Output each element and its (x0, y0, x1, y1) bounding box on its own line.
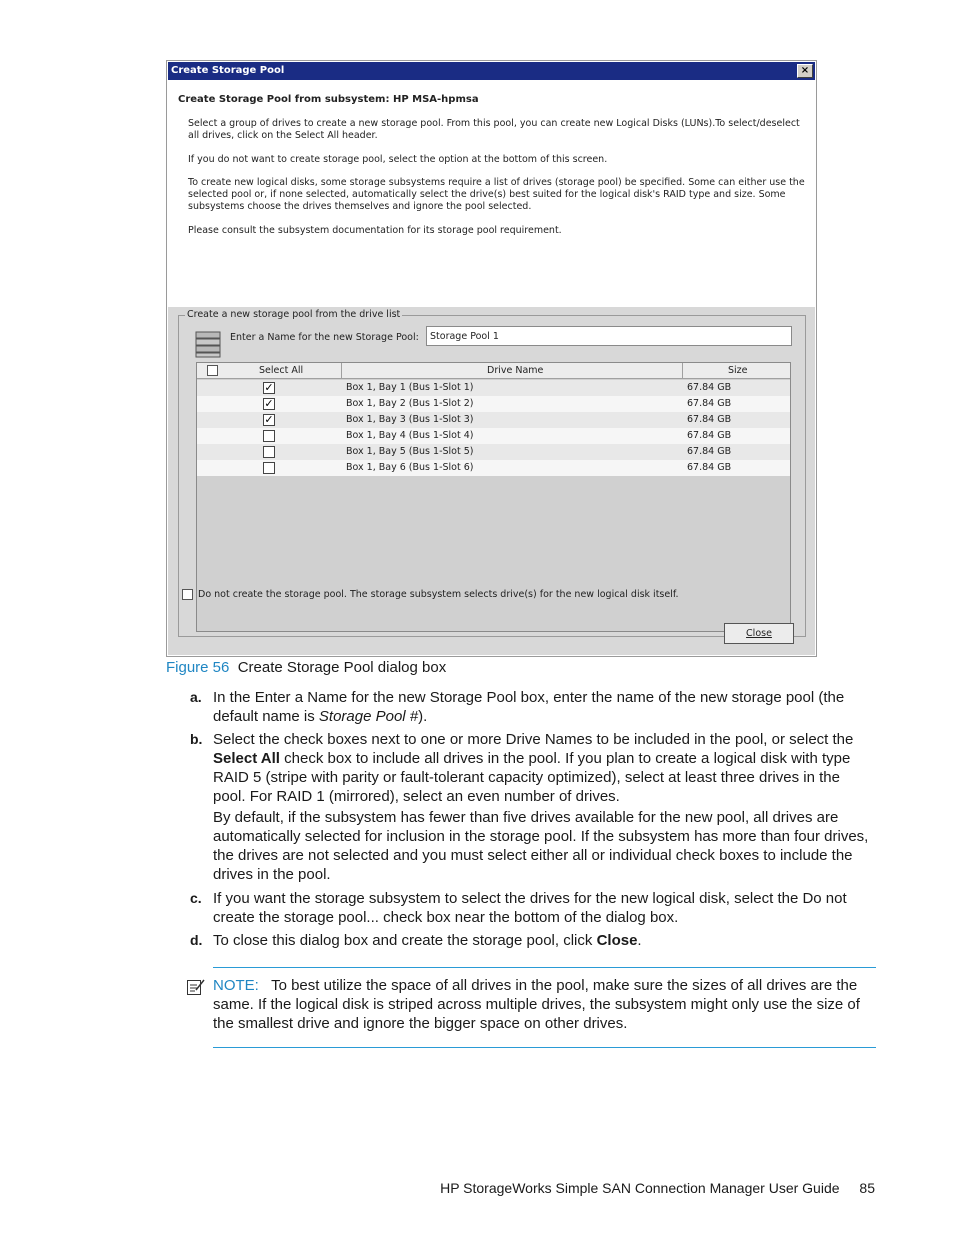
drive-checkbox[interactable] (263, 430, 275, 442)
note-icon (186, 978, 206, 996)
column-divider (341, 363, 342, 379)
select-all-checkbox[interactable] (207, 365, 218, 376)
close-button[interactable]: Close (724, 623, 794, 644)
footer-title: HP StorageWorks Simple SAN Connection Manager User Guide (440, 1180, 840, 1196)
drive-name: Box 1, Bay 5 (Bus 1-Slot 5) (346, 446, 474, 457)
step-marker: c. (190, 890, 202, 906)
step-text: If you want the storage subsystem to select the drives for the new logical disk, select the Do not create the storage pool... check box near the bottom of the dialog box. (213, 890, 847, 926)
dialog-header: Create Storage Pool from subsystem: HP MSA-hpmsa (178, 94, 479, 105)
pool-name-label: Enter a Name for the new Storage Pool: (230, 332, 419, 343)
step-text: To close this dialog box and create the storage pool, click Close. (213, 932, 642, 949)
intro-paragraph-1: Select a group of drives to create a new storage pool. From this pool, you can create new Logical Disks (LUNs).To select/deselect all drives, click on the Select All header. (188, 118, 800, 141)
drive-name: Box 1, Bay 3 (Bus 1-Slot 3) (346, 414, 474, 425)
drive-row[interactable] (197, 396, 790, 412)
drive-table-header (197, 363, 790, 379)
drive-checkbox[interactable]: ✓ (264, 381, 274, 394)
dialog-title: Create Storage Pool (171, 65, 285, 76)
drive-size: 67.84 GB (687, 446, 732, 457)
figure-number: Figure 56 (166, 659, 230, 676)
dialog-body (168, 307, 815, 655)
drive-checkbox[interactable]: ✓ (264, 413, 274, 426)
step-text: By default, if the subsystem has fewer than five drives available for the new pool, all drives are automatically selected for inclusion in the storage pool. If the subsystem has more than four drives, the drives are not selected and you must select either all or individual check boxes to include the drives in the pool. (213, 809, 869, 883)
drive-size: 67.84 GB (687, 398, 732, 409)
drive-size: 67.84 GB (687, 382, 732, 393)
size-header[interactable]: Size (728, 365, 748, 376)
group-legend: Create a new storage pool from the drive list (187, 309, 401, 320)
note-top-rule (213, 967, 876, 968)
drive-row[interactable] (197, 428, 790, 444)
page-number: 85 (859, 1180, 875, 1196)
figure-title: Create Storage Pool dialog box (237, 659, 447, 676)
drive-size: 67.84 GB (687, 430, 732, 441)
drive-row[interactable] (197, 380, 790, 396)
drive-name-header[interactable]: Drive Name (487, 365, 544, 376)
drive-checkbox[interactable] (263, 446, 275, 458)
pool-name-input[interactable] (426, 326, 792, 346)
intro-paragraph-3: To create new logical disks, some storage subsystems require a list of drives (storage pool) be specified. Some can either use the selected pool or, if none selected, automatically select the drive(s) best suited for the logical disk's RAID type and size. Some subsystems choose the drives themselves and ignore the pool selected. (188, 177, 805, 212)
note-label: NOTE: (213, 977, 259, 994)
drive-row[interactable] (197, 444, 790, 460)
step-marker: a. (190, 689, 202, 705)
drive-row[interactable] (197, 460, 790, 476)
drive-name: Box 1, Bay 2 (Bus 1-Slot 2) (346, 398, 474, 409)
intro-paragraph-2: If you do not want to create storage pool, select the option at the bottom of this screen. (188, 154, 608, 165)
note-text: To best utilize the space of all drives in the pool, make sure the sizes of all drives are the same. If the logical disk is striped across multiple drives, the subsystem might only use the size of the smallest drive and ignore the bigger space on other drives. (213, 977, 860, 1032)
drive-checkbox[interactable]: ✓ (264, 397, 274, 410)
step-text: In the Enter a Name for the new Storage Pool box, enter the name of the new storage pool (the default name is Storage Pool #). (213, 689, 845, 725)
figure-caption (166, 659, 446, 676)
intro-paragraph-4: Please consult the subsystem documentation for its storage pool requirement. (188, 225, 562, 236)
create-storage-pool-dialog (166, 60, 817, 657)
column-divider (682, 363, 683, 379)
drive-row[interactable] (197, 412, 790, 428)
drive-name: Box 1, Bay 1 (Bus 1-Slot 1) (346, 382, 474, 393)
drive-size: 67.84 GB (687, 462, 732, 473)
select-all-header[interactable]: Select All (259, 365, 304, 376)
drive-size: 67.84 GB (687, 414, 732, 425)
step-text: Select the check boxes next to one or more Drive Names to be included in the pool, or select the Select All check box to include all drives in the pool. If you plan to create a logical disk with type RAID 5 (stripe with parity or fault-tolerant capacity optimized), select at least three drives in the pool. For RAID 1 (mirrored), select an even number of drives. (213, 731, 854, 805)
note-bottom-rule (213, 1047, 876, 1048)
drive-name: Box 1, Bay 4 (Bus 1-Slot 4) (346, 430, 474, 441)
drive-checkbox[interactable] (263, 462, 275, 474)
dialog-titlebar (168, 62, 815, 80)
step-marker: d. (190, 932, 203, 948)
page-footer (440, 1180, 875, 1196)
step-marker: b. (190, 731, 203, 747)
drive-name: Box 1, Bay 6 (Bus 1-Slot 6) (346, 462, 474, 473)
note-body (213, 976, 875, 1033)
no-pool-checkbox[interactable] (182, 589, 193, 600)
no-pool-label: Do not create the storage pool. The storage subsystem selects drive(s) for the new logical disk itself. (198, 589, 679, 600)
storage-pool-icon (194, 330, 222, 358)
close-icon[interactable]: × (797, 64, 813, 78)
